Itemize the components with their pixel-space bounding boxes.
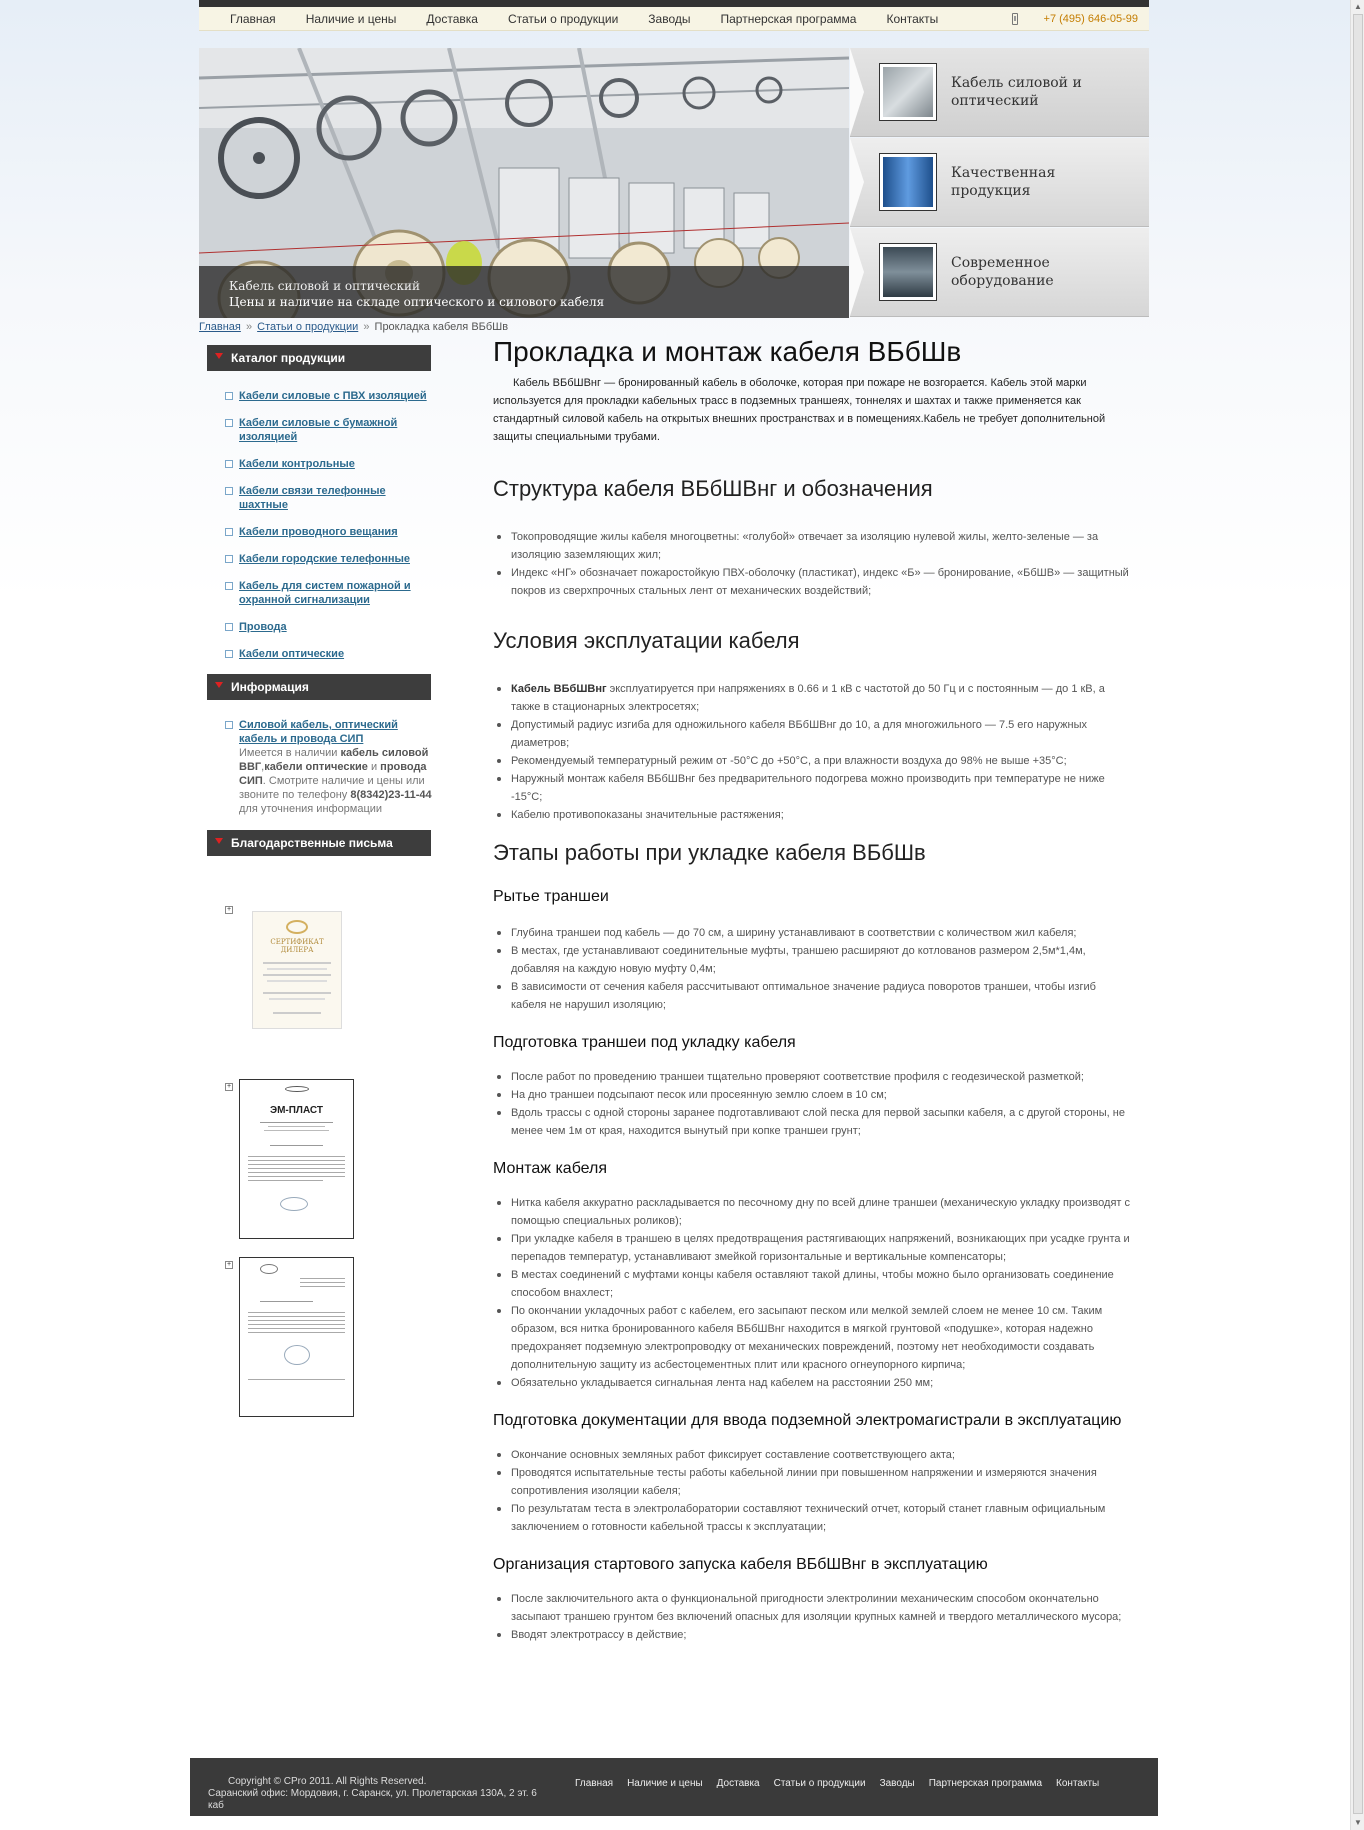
side-arrow-icon <box>850 228 864 316</box>
phone-icon <box>1012 13 1018 25</box>
catalog-item <box>225 647 437 661</box>
docs-list <box>493 1446 1133 1536</box>
list-item: В местах, где устанавливают соединительные муфты, траншею расширяют до котлованов размером 2,5м*1,4м, добавляя на каждую новую муфту 0,4м; <box>493 942 1133 978</box>
launch-list <box>493 1590 1133 1644</box>
top-navigation <box>199 7 1149 31</box>
conditions-list <box>493 680 1133 824</box>
letters-gallery <box>207 856 437 1416</box>
red-arrow-icon <box>215 682 223 688</box>
list-item: Допустимый радиус изгиба для одножильного кабеля ВБбШВнг до 10, а для многожильного — 7.5 его наружных диаметров; <box>493 716 1133 752</box>
banner-caption <box>199 266 849 318</box>
list-item: На дно траншеи подсыпают песок или просеянную землю слоем в 10 см; <box>493 1086 1133 1104</box>
catalog-item <box>225 416 437 444</box>
footer-nav-contacts[interactable]: Контакты <box>1056 1778 1100 1789</box>
banner-side-label: Качественная продукция <box>951 165 1056 199</box>
red-arrow-icon <box>215 353 223 359</box>
list-item: Кабелю противопоказаны значительные растяжения; <box>493 806 1133 824</box>
nav-factories[interactable]: Заводы <box>648 11 691 26</box>
catalog-item <box>225 457 437 471</box>
catalog-link-mine-phone[interactable]: Кабели связи телефонные шахтные <box>239 485 386 511</box>
breadcrumb-current: Прокладка кабеля ВБбШв <box>374 321 509 333</box>
expand-icon[interactable]: + <box>226 906 232 913</box>
scroll-up-icon[interactable]: ▲ <box>1354 2 1362 11</box>
breadcrumb-separator: » <box>245 321 253 333</box>
cable-name-bold: Кабель ВБбШВнг <box>511 683 607 695</box>
banner-side-label: Современное оборудование <box>951 255 1054 289</box>
catalog-item <box>225 484 437 512</box>
subsection-launch-heading: Организация стартового запуска кабеля ВБбШВнг в эксплуатацию <box>493 1556 988 1573</box>
nav-partner[interactable]: Партнерская программа <box>720 11 857 26</box>
list-item <box>493 680 1133 716</box>
scrollbar-thumb[interactable] <box>1353 14 1363 1814</box>
info-title: Информация <box>231 680 309 694</box>
footer-nav-delivery[interactable]: Доставка <box>716 1778 760 1789</box>
red-arrow-icon <box>215 838 223 844</box>
banner <box>199 48 1149 318</box>
catalog-link-wires[interactable]: Провода <box>239 621 287 633</box>
certificate-image[interactable] <box>252 911 342 1029</box>
list-item: Проводятся испытательные тесты работы кабельной линии при повышенном напряжении и измеряются значения сопротивления изоляции кабеля; <box>493 1464 1133 1500</box>
catalog-link-control[interactable]: Кабели контрольные <box>239 458 355 470</box>
subsection-prep-heading: Подготовка траншеи под укладку кабеля <box>493 1034 796 1051</box>
banner-side-menu <box>850 48 1149 318</box>
side-arrow-icon <box>850 48 864 136</box>
list-item: После работ по проведению траншеи тщательно проверяют соответствие профиля с геодезической разметкой; <box>493 1068 1133 1086</box>
list-item: При укладке кабеля в траншею в целях предотвращения растягивающих напряжений, возникающих при усадке грунта и перепадов температур, устанавливают змейкой горизонтальные и вертикальные компенсаторы; <box>493 1230 1133 1266</box>
list-item: Индекс «НГ» обозначает пожаростойкую ПВХ-оболочку (пластикат), индекс «Б» — бронирование, «БбШВ» — защитный покров из сверхпрочных стальных лент от механических воздействий; <box>493 564 1133 600</box>
breadcrumb-articles[interactable]: Статьи о продукции <box>257 321 359 333</box>
top-dark-strip <box>199 0 1149 7</box>
info-text: Имеется в наличии <box>239 747 341 759</box>
subsection-docs-heading: Подготовка документации для ввода подземной электромагистрали в эксплуатацию <box>493 1412 1122 1429</box>
structure-list <box>493 528 1133 600</box>
nav-prices[interactable]: Наличие и цены <box>305 11 397 26</box>
letters-header <box>207 830 431 856</box>
info-bold: провода СИП <box>239 761 427 787</box>
scroll-down-icon[interactable]: ▼ <box>1354 1818 1362 1827</box>
section-structure-heading: Структура кабеля ВБбШВнг и обозначения <box>493 476 933 501</box>
letter-third-image[interactable] <box>239 1257 354 1417</box>
sidebar <box>207 345 437 1416</box>
catalog-link-broadcast[interactable]: Кабели проводного вещания <box>239 526 398 538</box>
info-bold: кабели оптические <box>264 761 368 773</box>
info-text: . Смотрите наличие и цены или звоните по телефону <box>239 775 425 801</box>
catalog-item <box>225 579 437 607</box>
list-item: Нитка кабеля аккуратно раскладывается по песочному дну по всей длине траншеи (механическую укладку производят с помощью специальных роликов); <box>493 1194 1133 1230</box>
banner-photo <box>199 48 849 318</box>
catalog-link-paper[interactable]: Кабели силовые с бумажной изоляцией <box>239 417 398 443</box>
list-item: В зависимости от сечения кабеля рассчитывают оптимальное значение радиуса поворотов траншеи, чтобы изгиб кабеля не нарушил изоляцию; <box>493 978 1133 1014</box>
letters-title: Благодарственные письма <box>231 836 393 850</box>
nav-contacts[interactable]: Контакты <box>886 11 939 26</box>
catalog-item <box>225 389 437 403</box>
catalog-title: Каталог продукции <box>231 351 346 365</box>
letter-emplast-title: ЭМ-ПЛАСТ <box>269 1105 324 1116</box>
info-header <box>207 674 431 700</box>
footer-copyright-block <box>208 1776 548 1812</box>
banner-side-item-equipment[interactable] <box>850 228 1149 317</box>
list-item: Токопроводящие жилы кабеля многоцветны: «голубой» отвечает за изоляцию нулевой жилы, желто-зеленые — за изоляцию заземляющих жил; <box>493 528 1133 564</box>
catalog-item <box>225 525 437 539</box>
list-item: В местах соединений с муфтами концы кабеля оставляют такой длины, чтобы можно было организовать соединение способом внахлест; <box>493 1266 1133 1302</box>
phone-block <box>1012 13 1138 25</box>
breadcrumb-home[interactable]: Главная <box>199 321 241 333</box>
catalog-link-pvc[interactable]: Кабели силовые с ПВХ изоляцией <box>239 390 427 402</box>
catalog-item <box>225 620 437 634</box>
section-stages-heading: Этапы работы при укладке кабеля ВБбШв <box>493 840 926 865</box>
page-scrollbar[interactable] <box>1350 0 1364 1830</box>
catalog-link-alarm[interactable]: Кабель для систем пожарной и охранной сигнализации <box>239 580 411 606</box>
certificate-title: СЕРТИФИКАТ ДИЛЕРА <box>270 938 324 954</box>
expand-icon[interactable]: + <box>226 1083 232 1090</box>
list-item: Вводят электротрассу в действие; <box>493 1626 1133 1644</box>
footer-nav-articles[interactable]: Статьи о продукции <box>773 1778 866 1789</box>
nav-delivery[interactable]: Доставка <box>426 11 478 26</box>
page-title: Прокладка и монтаж кабеля ВБбШв <box>493 336 962 367</box>
banner-caption-title: Кабель силовой и оптический <box>229 279 421 293</box>
header-phone: +7 (495) 646-05-99 <box>1043 12 1138 25</box>
trench-list <box>493 924 1133 1014</box>
list-item: Наружный монтаж кабеля ВБбШВнг без предварительного подогрева можно производить при температуре не ниже -15°С; <box>493 770 1133 806</box>
breadcrumb <box>199 321 508 333</box>
subsection-trench-heading: Рытье траншеи <box>493 888 609 905</box>
prep-list <box>493 1068 1133 1140</box>
mount-list <box>493 1194 1133 1392</box>
info-phone: 8(8342)23-11-44 <box>350 789 432 801</box>
info-link[interactable]: Силовой кабель, оптический кабель и провода СИП <box>239 719 398 745</box>
side-thumb-quality <box>879 153 937 211</box>
list-item: Окончание основных земляных работ фиксирует составление соответствующего акта; <box>493 1446 1133 1464</box>
banner-side-item-cable[interactable] <box>850 48 1149 137</box>
list-item-text: эксплуатируется при напряжениях в 0.66 и 1 кВ с частотой до 50 Гц и с постоянным — до 1 кВ, а также в стационарных электросетях; <box>511 683 1105 713</box>
footer <box>190 1758 1158 1816</box>
footer-navigation <box>575 1778 1113 1789</box>
list-item: По окончании укладочных работ с кабелем, его засыпают песком или мелкой землей слоем не менее 10 см. Таким образом, вся нитка бронированного кабеля ВБбШВнг находится в мягкой грунтовой «подушке», которая надежно предохраняет подземную электропроводку от механических повреждений, поэтому нет необходимости создавать дополнительную защиту из асбестоцементных плит или красного огнеупорного кирпича; <box>493 1302 1133 1374</box>
list-item: Обязательно укладывается сигнальная лента над кабелем на расстоянии 250 мм; <box>493 1374 1133 1392</box>
nav-home[interactable]: Главная <box>230 11 276 26</box>
nav-articles[interactable]: Статьи о продукции <box>507 11 619 26</box>
banner-side-item-quality[interactable] <box>850 138 1149 227</box>
banner-side-label: Кабель силовой и оптический <box>951 75 1082 109</box>
info-text: и <box>367 761 381 773</box>
catalog-list <box>207 371 437 661</box>
side-thumb-cable <box>879 63 937 121</box>
footer-nav-partner[interactable]: Партнерская программа <box>928 1778 1043 1789</box>
subsection-mount-heading: Монтаж кабеля <box>493 1160 608 1177</box>
side-arrow-icon <box>850 138 864 226</box>
list-item: Глубина траншеи под кабель — до 70 см, а ширину устанавливают в соответствии с количеством жил кабеля; <box>493 924 1133 942</box>
catalog-item <box>225 552 437 566</box>
footer-nav-prices[interactable]: Наличие и цены <box>627 1778 703 1789</box>
banner-caption-subtitle: Цены и наличие на складе оптического и силового кабеля <box>229 295 605 309</box>
catalog-link-optical[interactable]: Кабели оптические <box>239 648 345 660</box>
footer-copyright: Copyright © CPro 2011. All Rights Reserved. <box>228 1776 427 1787</box>
side-thumb-equipment <box>879 243 937 301</box>
info-text: для уточнения информации <box>239 803 383 815</box>
info-text: , <box>261 761 265 773</box>
catalog-header <box>207 345 431 371</box>
intro-paragraph: Кабель ВБбШВнг — бронированный кабель в оболочке, которая при пожаре не возгорается. Кабель этой марки используется для прокладки кабельных трасс в подземных траншеях, тоннелях и шахтах и также применяется как стандартный силовой кабель на открытых внешних пространствах и в помещениях.Кабель не требует дополнительной защиты специальными трубами. <box>493 377 1106 443</box>
list-item: По результатам теста в электролаборатории составляют технический отчет, который станет главным официальным заключением о готовности кабельной трассы к эксплуатации; <box>493 1500 1133 1536</box>
catalog-link-city-phone[interactable]: Кабели городские телефонные <box>239 553 410 565</box>
list-item: Рекомендуемый температурный режим от -50°С до +50°С, а при влажности воздуха до 98% не выше +35°С; <box>493 752 1133 770</box>
section-conditions-heading: Условия эксплуатации кабеля <box>493 628 800 653</box>
main-content <box>493 336 1133 1644</box>
footer-address: Саранский офис: Мордовия, г. Саранск, ул. Пролетарская 130А, 2 эт. 6 каб <box>208 1788 537 1811</box>
footer-nav-home[interactable]: Главная <box>575 1778 614 1789</box>
info-bold: кабель силовой ВВГ <box>239 747 429 773</box>
expand-icon[interactable]: + <box>226 1261 232 1268</box>
list-item: Вдоль трассы с одной стороны заранее подготавливают слой песка для первой засыпки кабеля, а с другой стороны, не менее чем 1м от края, находится вынутый при копке траншеи грунт; <box>493 1104 1133 1140</box>
info-item <box>207 700 437 816</box>
letter-emplast-image[interactable] <box>239 1079 354 1239</box>
footer-nav-factories[interactable]: Заводы <box>879 1778 915 1789</box>
list-item: После заключительного акта о функциональной пригодности электролинии механическим способом окончательно засыпают траншею грунтом без включений опасных для изоляции крупных камней и твердого металлического мусора; <box>493 1590 1133 1626</box>
breadcrumb-separator: » <box>363 321 370 333</box>
